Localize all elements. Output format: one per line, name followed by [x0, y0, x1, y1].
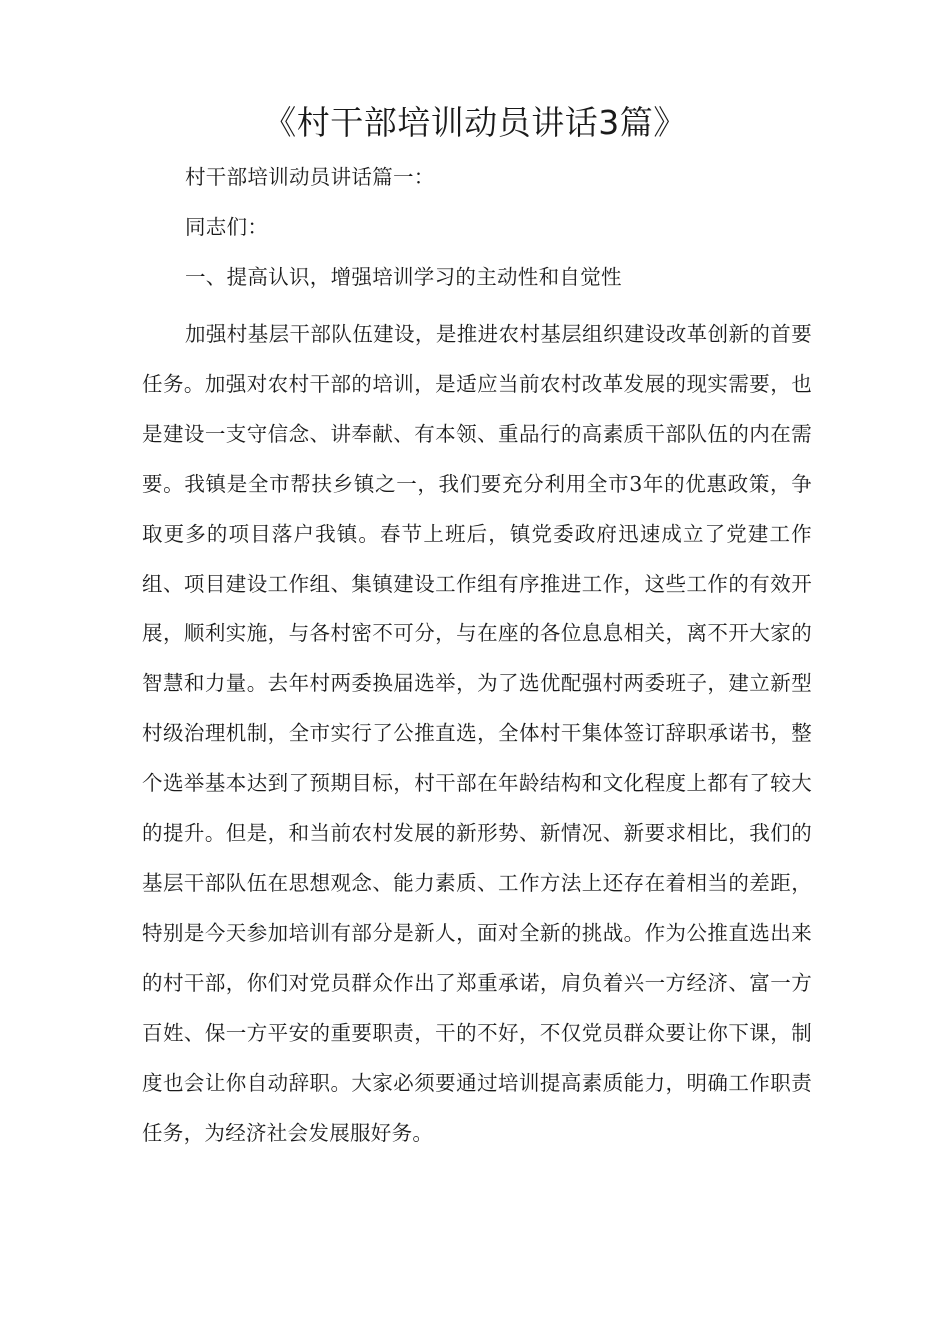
point-one-heading: 一、提高认识，增强培训学习的主动性和自觉性 — [185, 265, 622, 289]
document-title: 《村干部培训动员讲话3篇》 — [263, 103, 687, 142]
salutation: 同志们： — [185, 215, 269, 239]
body-paragraph: 加强村基层干部队伍建设，是推进农村基层组织建设改革创新的首要任务。加强对农村干部的培训，是适应当前农村改革发展的现实需要，也是建设一支守信念、讲奉献、有本领、重品行的高素质干部队伍的内在需要。我镇是全市帮扶乡镇之一，我们要充分利用全市3年的优惠政策，争取更多的项目落户我镇。春节上班后，镇党委政府迅速成立了党建工作组、项目建设工作组、集镇建设工作组有序推进工作，这些工作的有效开展，顺利实施，与各村密不可分，与在座的各位息息相关，离不开大家的智慧和力量。去年村两委换届选举，为了选优配强村两委班子，建立新型村级治理机制，全市实行了公推直选，全体村干集体签订辞职承诺书，整个选举基本达到了预期目标，村干部在年龄结构和文化程度上都有了较大的提升。但是，和当前农村发展的新形势、新情况、新要求相比，我们的基层干部队伍在思想观念、能力素质、工作方法上还存在着相当的差距，特别是今天参加培训有部分是新人，面对全新的挑战。作为公推直选出来的村干部，你们对党员群众作出了郑重承诺，肩负着兴一方经济、富一方百姓、保一方平安的重要职责，干的不好，不仅党员群众要让你下课，制度也会让你自动辞职。大家必须要通过培训提高素质能力，明确工作职责任务，为经济社会发展服好务。 — [142, 322, 812, 1145]
section-heading: 村干部培训动员讲话篇一： — [185, 165, 435, 189]
